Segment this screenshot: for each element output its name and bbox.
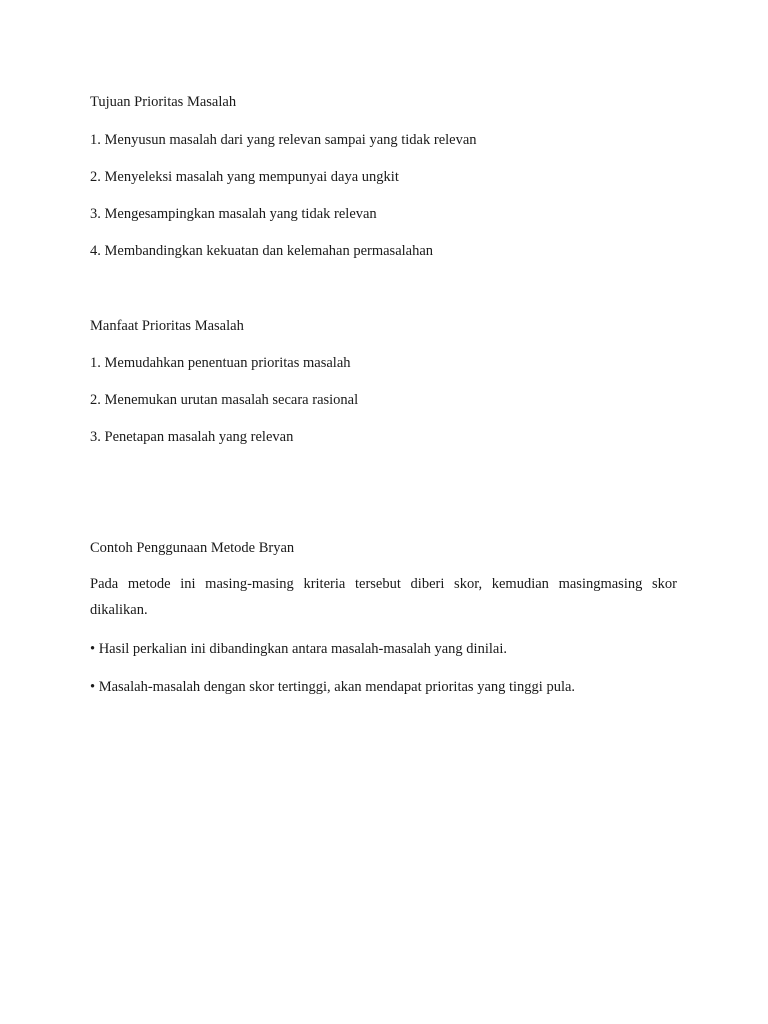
list-item: 4. Membandingkan kekuatan dan kelemahan permasalahan [90, 243, 434, 259]
bullet-item: • Masalah-masalah dengan skor tertinggi, akan mendapat prioritas yang tinggi pula. [90, 679, 576, 695]
list-item: 2. Menyeleksi masalah yang mempunyai daya ungkit [90, 169, 399, 185]
list-item: 3. Penetapan masalah yang relevan [90, 429, 294, 445]
section-heading-tujuan: Tujuan Prioritas Masalah [90, 94, 237, 110]
list-item: 2. Menemukan urutan masalah secara rasional [90, 392, 359, 408]
paragraph: Pada metode ini masing-masing kriteria tersebut diberi skor, kemudian masingmasing skor dikalikan. [90, 576, 677, 618]
list-item: 1. Memudahkan penentuan prioritas masalah [90, 355, 351, 371]
list-item: 1. Menyusun masalah dari yang relevan sampai yang tidak relevan [90, 132, 477, 148]
section-heading-contoh: Contoh Penggunaan Metode Bryan [90, 540, 295, 556]
bullet-item: • Hasil perkalian ini dibandingkan antara masalah-masalah yang dinilai. [90, 641, 507, 657]
list-item: 3. Mengesampingkan masalah yang tidak relevan [90, 206, 377, 222]
section-heading-manfaat: Manfaat Prioritas Masalah [90, 318, 244, 334]
